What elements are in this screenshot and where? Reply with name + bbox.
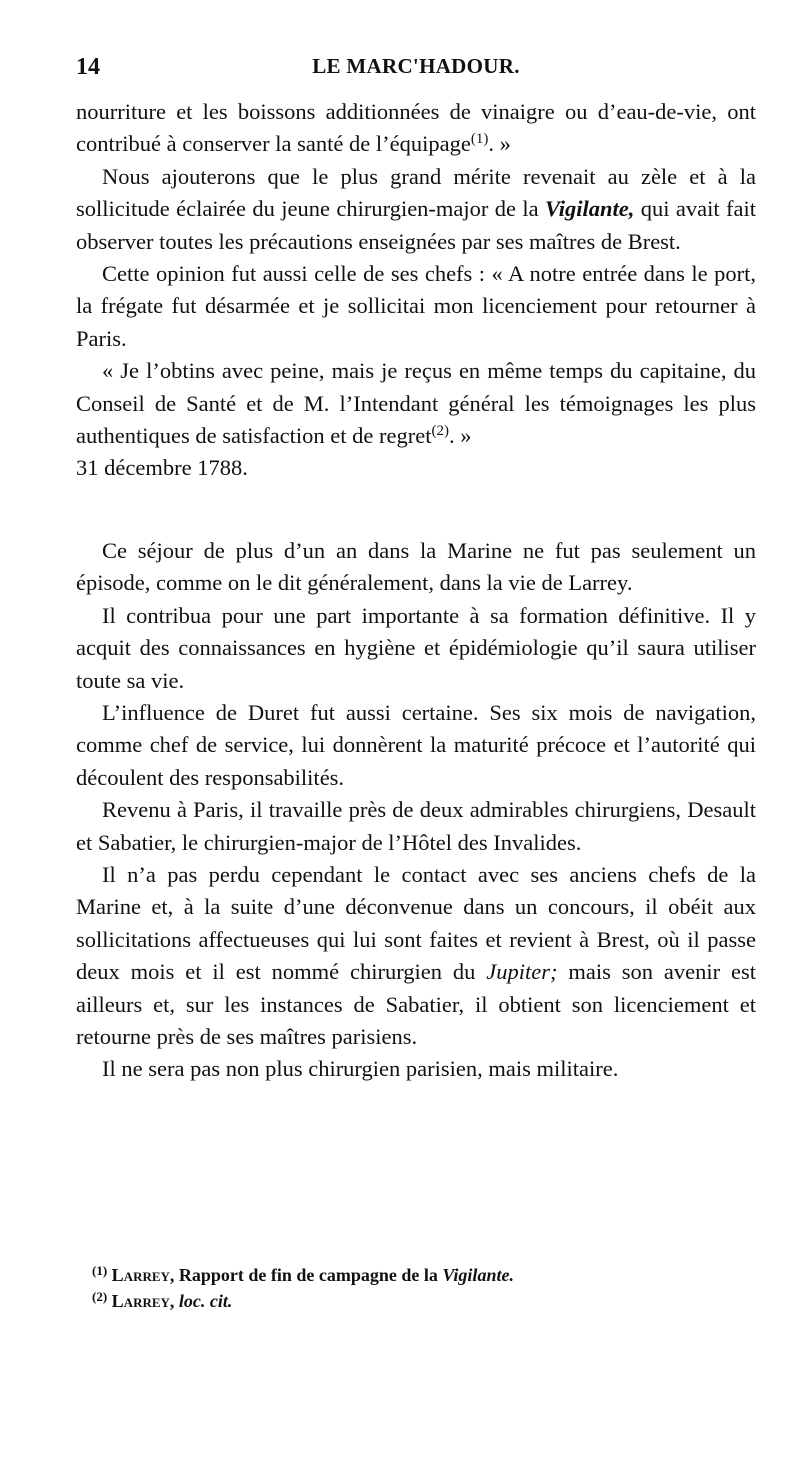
ship-name-jupiter: Jupiter; (486, 959, 558, 985)
paragraph-10 (76, 859, 756, 1053)
footnote-1-text: Rapport de fin de campagne de la (174, 1265, 443, 1285)
paragraph-1 (76, 96, 756, 161)
footnote-1-marker: (1) (92, 1263, 108, 1278)
footnote-2 (92, 1288, 742, 1314)
footnote-1-ship: Vigilante. (442, 1265, 514, 1285)
paragraph-4-text: « Je l’obtins avec peine, mais je reçus en même temps du capitaine, du Conseil de Santé et de M. l’Intendant général les témoignages les plus authentiques de satisfaction et de regret (76, 358, 756, 449)
paragraph-11: Il ne sera pas non plus chirurgien parisien, mais militaire. (102, 1056, 619, 1082)
paragraph-10-text: Il n’a pas perdu cependant le contact avec ses anciens chefs de la Marine et, à la suite d’une déconvenue dans un concours, il obéit aux sollicitations affectueuses qui lui sont faites et revient à Brest, où il passe deux mois et il est nommé chirurgien du (76, 861, 756, 985)
page-header (76, 54, 756, 88)
body-text (76, 96, 756, 1086)
page-number: 14 (76, 54, 100, 80)
footnotes (92, 1262, 742, 1314)
note-reference-2: (2) (431, 423, 449, 440)
paragraph-2 (76, 161, 756, 258)
paragraph-4 (76, 355, 756, 452)
footnote-1-author: Larrey, (111, 1265, 175, 1285)
paragraph-6: Ce séjour de plus d’un an dans la Marine ne fut pas seulement un épisode, comme on le dit généralement, dans la vie de Larrey. (76, 537, 756, 596)
footnote-1 (92, 1262, 742, 1288)
paragraph-1-text: nourriture et les boissons additionnées de vinaigre ou d’eau-de-vie, ont contribué à conserver la santé de l’équipage (76, 99, 756, 157)
running-title: LE MARC'HADOUR. (312, 54, 520, 78)
paragraph-10-end: mais son avenir est ailleurs et, sur les instances de Sabatier, il obtient son licenciement et retourne près de ses maîtres parisiens. (76, 959, 756, 1049)
paragraph-4-end: . » (449, 423, 472, 449)
paragraph-1-end: . » (488, 131, 511, 157)
footnote-2-author: Larrey, (111, 1291, 175, 1311)
date-line: 31 décembre 1788. (76, 455, 248, 481)
paragraph-2-end: qui avait fait observer toutes les précautions enseignées par ses maîtres de Brest. (76, 196, 756, 254)
paragraph-2-text: Nous ajouterons que le plus grand mérite revenait au zèle et à la sollicitude éclairée du jeune chirurgien-major de la (76, 163, 756, 222)
paragraph-7: Il contribua pour une part importante à sa formation définitive. Il y acquit des connaissances en hygiène et épidémiologie qu’il saura utiliser toute sa vie. (76, 602, 756, 693)
paragraph-9: Revenu à Paris, il travaille près de deux admirables chirurgiens, Desault et Sabatier, le chirurgien-major de l’Hôtel des Invalides. (76, 797, 756, 855)
note-reference-1: (1) (470, 131, 489, 148)
paragraph-8: L’influence de Duret fut aussi certaine. Ses six mois de navigation, comme chef de service, lui donnèrent la maturité précoce et l’autorité qui découlent des responsabilités. (76, 699, 756, 790)
ship-name-vigilante: Vigilante, (545, 196, 635, 222)
footnote-2-reference: loc. cit. (174, 1291, 233, 1311)
paragraph-3: Cette opinion fut aussi celle de ses chefs : « A notre entrée dans le port, la frégate fut désarmée et je sollicitai mon licenciement pour retourner à Paris. (76, 261, 756, 351)
footnote-2-marker: (2) (92, 1289, 108, 1304)
